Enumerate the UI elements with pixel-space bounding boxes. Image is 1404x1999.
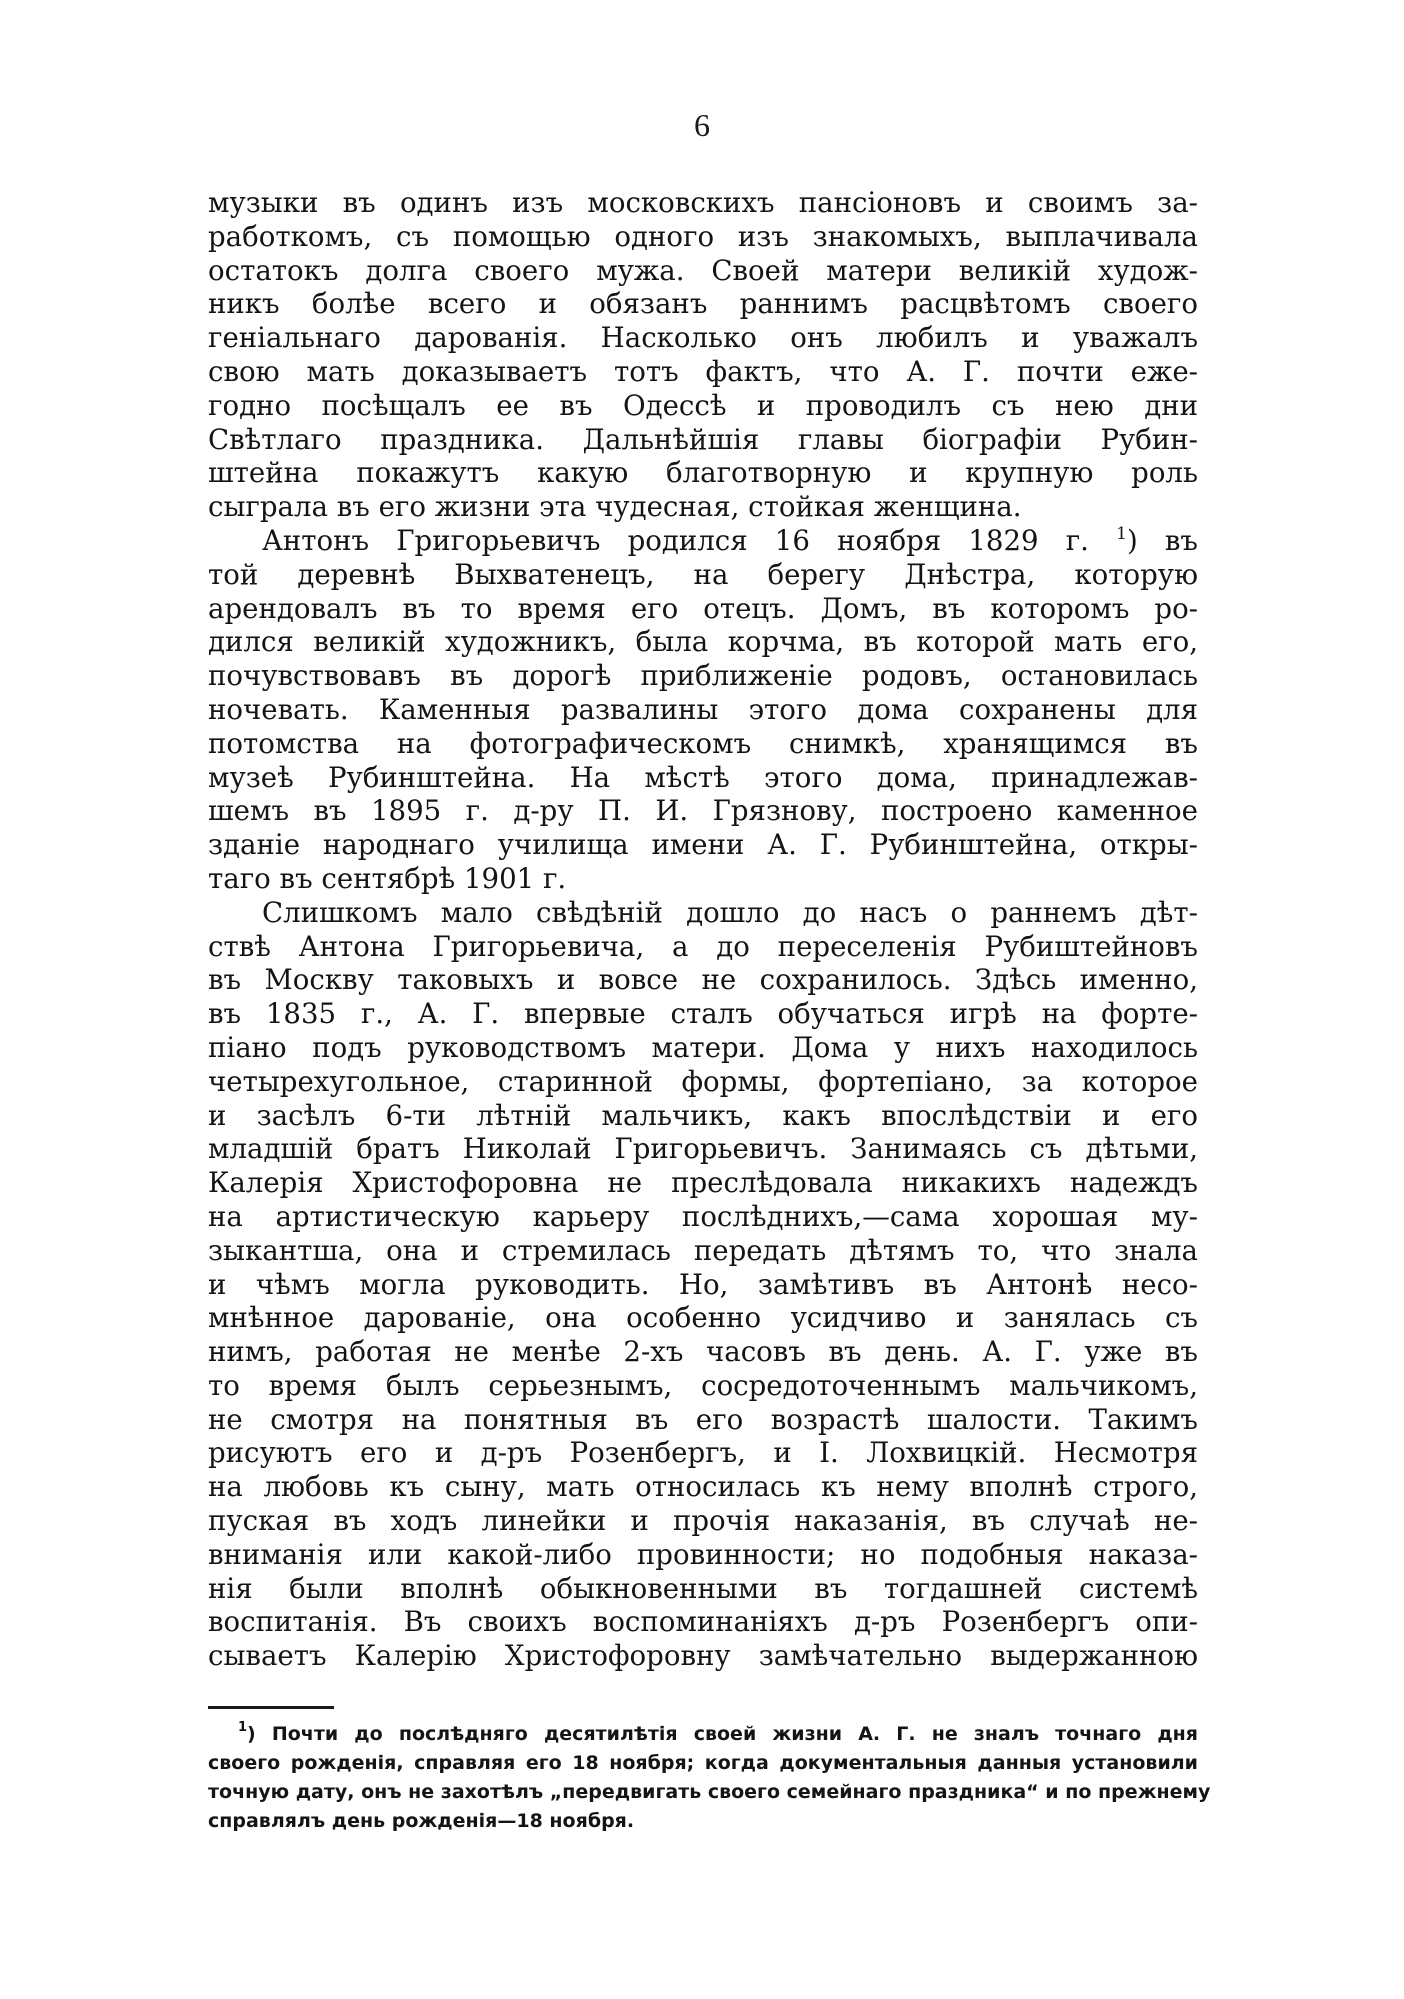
text-line: сыграла въ его жизни эта чудесная, стойкая женщина. — [208, 490, 1022, 524]
text-line: не смотря на понятныя въ его возрастѣ шалости. Такимъ — [208, 1402, 1198, 1436]
text-line: нимъ, работая не менѣе 2-хъ часовъ въ день. А. Г. уже въ — [208, 1335, 1198, 1369]
text-line: арендовалъ въ то время его отецъ. Домъ, въ которомъ ро- — [208, 591, 1198, 625]
text-line: годно посѣщалъ ее въ Одессѣ и проводилъ съ нею дни — [208, 388, 1198, 422]
text-line: почувствовавъ въ дорогѣ приближеніе родовъ, остановилась — [208, 659, 1198, 693]
text-line: таго въ сентябрѣ 1901 г. — [208, 861, 567, 895]
footnote-line: точную дату, онъ не захотѣлъ „передвигать своего семейнаго праздника“ и по прежнему — [208, 1781, 1211, 1803]
page-number: 6 — [694, 107, 710, 143]
text-line: работкомъ, съ помощью одного изъ знакомыхъ, выплачивала — [208, 219, 1198, 253]
text-line: вниманія или какой-либо провинности; но подобныя наказа- — [208, 1537, 1198, 1571]
text-line: той деревнѣ Выхватенецъ, на берегу Днѣстра, которую — [208, 557, 1198, 591]
text-line: на любовь къ сыну, мать относилась къ нему вполнѣ строго, — [208, 1470, 1198, 1504]
footnote-reference: 1 — [1116, 523, 1127, 544]
text-line: геніальнаго дарованія. Насколько онъ любилъ и уважалъ — [208, 321, 1198, 355]
paragraph-3 — [208, 896, 1198, 1673]
footnote-marker: 1 — [238, 1720, 248, 1735]
text-line: и чѣмъ могла руководить. Но, замѣтивъ въ Антонѣ несо- — [208, 1267, 1198, 1301]
footnote — [208, 1720, 1211, 1836]
line-text-after-footnote: ) въ — [1126, 523, 1198, 557]
text-line: ночевать. Каменныя развалины этого дома сохранены для — [208, 692, 1198, 726]
text-line: воспитанія. Въ своихъ воспоминаніяхъ д-ръ Розенбергъ опи- — [208, 1605, 1198, 1639]
paragraph-2 — [208, 524, 1198, 896]
paragraph-1 — [208, 186, 1198, 524]
text-line: никъ болѣе всего и обязанъ раннимъ расцвѣтомъ своего — [208, 287, 1198, 321]
text-line — [208, 524, 1198, 558]
text-line: пуская въ ходъ линейки и прочія наказанія, въ случаѣ не- — [208, 1504, 1198, 1538]
footnote-line-text: ) Почти до послѣдняго десятилѣтія своей жизни А. Г. не зналъ точнаго дня — [247, 1723, 1198, 1745]
text-line: музыки въ одинъ изъ московскихъ пансіоновъ и своимъ за- — [208, 186, 1198, 219]
text-line: мнѣнное дарованіе, она особенно усидчиво и занялась съ — [208, 1301, 1198, 1335]
text-line: потомства на фотографическомъ снимкѣ, хранящимся въ — [208, 726, 1198, 760]
footnote-line — [208, 1720, 1198, 1749]
text-line: на артистическую карьеру послѣднихъ,—сама хорошая му- — [208, 1199, 1198, 1233]
text-line: то время былъ серьезнымъ, сосредоточеннымъ мальчикомъ, — [208, 1368, 1198, 1402]
text-line: Свѣтлаго праздника. Дальнѣйшія главы біографіи Рубин- — [208, 422, 1198, 456]
line-text: Антонъ Григорьевичъ родился 16 ноября 1829 г. — [262, 523, 1089, 557]
text-line: младшій братъ Николай Григорьевичъ. Занимаясь съ дѣтьми, — [208, 1132, 1198, 1166]
text-line: рисуютъ его и д-ръ Розенбергъ, и І. Лохвицкій. Несмотря — [208, 1436, 1198, 1470]
text-line: ствѣ Антона Григорьевича, а до переселенія Рубиштейновъ — [208, 929, 1198, 963]
text-line: Калерія Христофоровна не преслѣдовала никакихъ надеждъ — [208, 1166, 1198, 1200]
text-line: свою мать доказываетъ тотъ фактъ, что А. Г. почти еже- — [208, 354, 1198, 388]
text-line: Слишкомъ мало свѣдѣній дошло до насъ о раннемъ дѣт- — [262, 895, 1198, 929]
text-line: въ 1835 г., А. Г. впервые сталъ обучаться игрѣ на форте- — [208, 997, 1198, 1031]
text-line: четырехугольное, старинной формы, фортепіано, за которое — [208, 1064, 1198, 1098]
text-line: штейна покажутъ какую благотворную и крупную роль — [208, 456, 1198, 490]
text-line: музеѣ Рубинштейна. На мѣстѣ этого дома, принадлежав- — [208, 760, 1198, 794]
footnote-line: справлялъ день рожденія—18 ноября. — [208, 1810, 635, 1832]
footnote-line: своего рожденія, справляя его 18 ноября; когда документальныя данныя установили — [208, 1752, 1198, 1774]
footnote-divider — [208, 1706, 334, 1709]
text-line: зданіе народнаго училища имени А. Г. Рубинштейна, откры- — [208, 828, 1198, 862]
body-text — [208, 186, 1198, 1673]
text-line: нія были вполнѣ обыкновенными въ тогдашней системѣ — [208, 1571, 1198, 1605]
text-line: сываетъ Калерію Христофоровну замѣчательно выдержанною — [208, 1639, 1198, 1673]
text-line: въ Москву таковыхъ и вовсе не сохранилось. Здѣсь именно, — [208, 963, 1198, 997]
text-line: остатокъ долга своего мужа. Своей матери великій худож- — [208, 253, 1198, 287]
text-line: и засѣлъ 6-ти лѣтній мальчикъ, какъ впослѣдствіи и его — [208, 1098, 1198, 1132]
text-line: зыкантша, она и стремилась передать дѣтямъ то, что знала — [208, 1233, 1198, 1267]
text-line: піано подъ руководствомъ матери. Дома у нихъ находилось — [208, 1030, 1198, 1064]
text-line: шемъ въ 1895 г. д-ру П. И. Грязнову, построено каменное — [208, 794, 1198, 828]
text-line: дился великій художникъ, была корчма, въ которой мать его, — [208, 625, 1198, 659]
